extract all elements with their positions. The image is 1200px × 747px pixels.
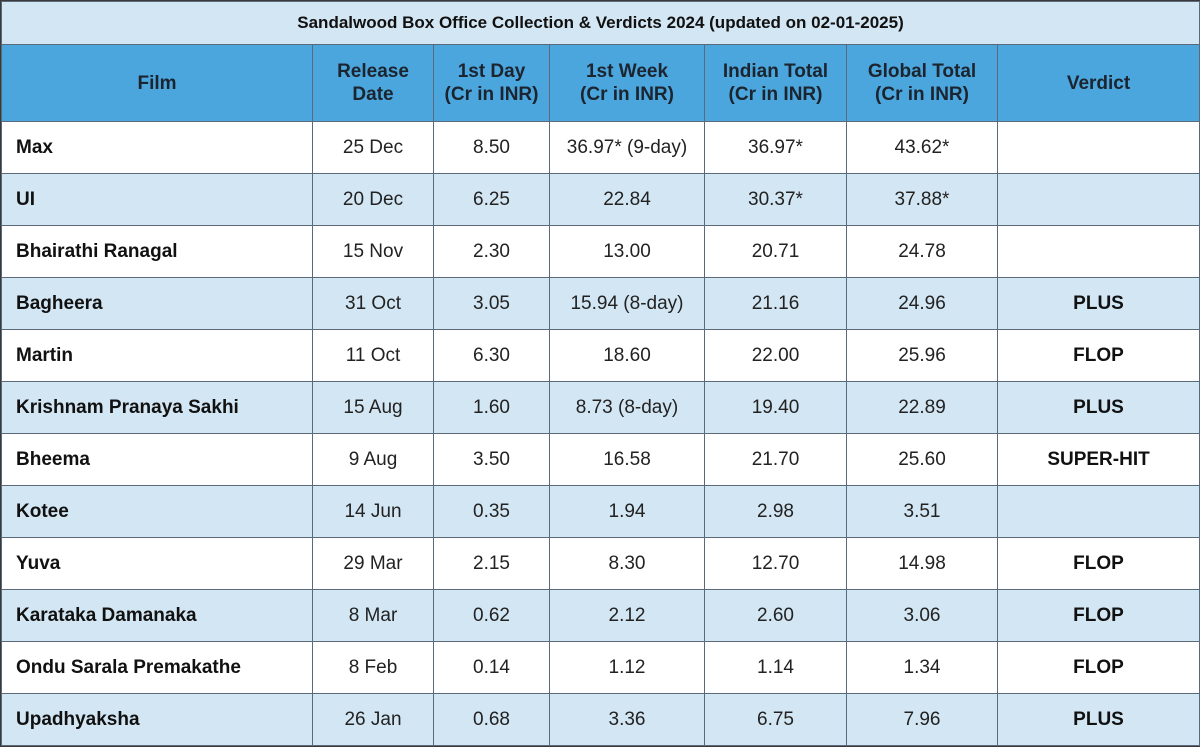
cell-release-date: 11 Oct — [313, 330, 434, 382]
cell-film: Kotee — [2, 486, 313, 538]
cell-verdict: PLUS — [998, 382, 1200, 434]
cell-film: Krishnam Pranaya Sakhi — [2, 382, 313, 434]
cell-release-date: 15 Aug — [313, 382, 434, 434]
cell-first-day: 0.14 — [434, 642, 550, 694]
cell-verdict: PLUS — [998, 278, 1200, 330]
cell-indian-total: 22.00 — [705, 330, 847, 382]
header-indian-total — [705, 45, 847, 122]
cell-film: Bhairathi Ranagal — [2, 226, 313, 278]
header-global-total-line1: Global Total — [867, 61, 977, 82]
cell-first-day: 0.35 — [434, 486, 550, 538]
cell-verdict: FLOP — [998, 642, 1200, 694]
cell-release-date: 29 Mar — [313, 538, 434, 590]
cell-first-day: 2.15 — [434, 538, 550, 590]
cell-first-week: 3.36 — [550, 694, 705, 746]
table-row — [2, 122, 1200, 174]
cell-first-day: 6.30 — [434, 330, 550, 382]
cell-release-date: 26 Jan — [313, 694, 434, 746]
cell-global-total: 7.96 — [847, 694, 998, 746]
cell-indian-total: 21.16 — [705, 278, 847, 330]
cell-film: Max — [2, 122, 313, 174]
table-row — [2, 278, 1200, 330]
cell-first-week: 16.58 — [550, 434, 705, 486]
cell-global-total: 14.98 — [847, 538, 998, 590]
cell-verdict — [998, 174, 1200, 226]
header-release-line1: Release — [337, 61, 409, 82]
cell-first-week: 1.94 — [550, 486, 705, 538]
cell-global-total: 24.78 — [847, 226, 998, 278]
cell-indian-total: 19.40 — [705, 382, 847, 434]
cell-release-date: 8 Feb — [313, 642, 434, 694]
cell-film: Bheema — [2, 434, 313, 486]
cell-verdict: PLUS — [998, 694, 1200, 746]
table-row — [2, 330, 1200, 382]
table-row — [2, 538, 1200, 590]
cell-first-day: 3.05 — [434, 278, 550, 330]
table-row — [2, 590, 1200, 642]
header-global-total-line2: (Cr in INR) — [875, 84, 969, 105]
cell-verdict — [998, 486, 1200, 538]
cell-film: Yuva — [2, 538, 313, 590]
cell-release-date: 25 Dec — [313, 122, 434, 174]
box-office-table — [1, 1, 1200, 746]
cell-film: Bagheera — [2, 278, 313, 330]
cell-release-date: 20 Dec — [313, 174, 434, 226]
cell-verdict: FLOP — [998, 538, 1200, 590]
cell-verdict — [998, 122, 1200, 174]
cell-indian-total: 12.70 — [705, 538, 847, 590]
cell-verdict: FLOP — [998, 330, 1200, 382]
cell-film: Ondu Sarala Premakathe — [2, 642, 313, 694]
table-row — [2, 382, 1200, 434]
cell-global-total: 3.06 — [847, 590, 998, 642]
table-row — [2, 174, 1200, 226]
cell-indian-total: 20.71 — [705, 226, 847, 278]
cell-first-day: 1.60 — [434, 382, 550, 434]
cell-indian-total: 30.37* — [705, 174, 847, 226]
header-first-week-line2: (Cr in INR) — [580, 84, 674, 105]
cell-film: Upadhyaksha — [2, 694, 313, 746]
table-row — [2, 226, 1200, 278]
cell-indian-total: 36.97* — [705, 122, 847, 174]
cell-first-day: 3.50 — [434, 434, 550, 486]
cell-indian-total: 6.75 — [705, 694, 847, 746]
cell-global-total: 25.96 — [847, 330, 998, 382]
header-indian-total-line2: (Cr in INR) — [728, 84, 823, 105]
cell-first-week: 15.94 (8-day) — [550, 278, 705, 330]
cell-first-week: 8.30 — [550, 538, 705, 590]
cell-first-week: 2.12 — [550, 590, 705, 642]
cell-global-total: 37.88* — [847, 174, 998, 226]
header-film: Film — [2, 45, 313, 122]
header-release-date — [313, 45, 434, 122]
cell-first-day: 2.30 — [434, 226, 550, 278]
table-row — [2, 486, 1200, 538]
cell-first-week: 13.00 — [550, 226, 705, 278]
cell-first-week: 1.12 — [550, 642, 705, 694]
cell-verdict: SUPER-HIT — [998, 434, 1200, 486]
cell-first-day: 8.50 — [434, 122, 550, 174]
header-release-line2: Date — [352, 84, 394, 105]
header-first-day-line1: 1st Day — [457, 61, 526, 82]
cell-release-date: 8 Mar — [313, 590, 434, 642]
table-title: Sandalwood Box Office Collection & Verdicts 2024 (updated on 02-01-2025) — [2, 2, 1200, 45]
cell-first-week: 8.73 (8-day) — [550, 382, 705, 434]
cell-film: UI — [2, 174, 313, 226]
table-row — [2, 642, 1200, 694]
header-indian-total-line1: Indian Total — [722, 61, 829, 82]
cell-first-day: 0.62 — [434, 590, 550, 642]
cell-indian-total: 2.60 — [705, 590, 847, 642]
header-first-day-line2: (Cr in INR) — [444, 84, 539, 105]
cell-verdict — [998, 226, 1200, 278]
header-first-day — [434, 45, 550, 122]
cell-global-total: 3.51 — [847, 486, 998, 538]
cell-first-week: 18.60 — [550, 330, 705, 382]
header-row — [2, 45, 1200, 122]
cell-first-week: 22.84 — [550, 174, 705, 226]
cell-release-date: 15 Nov — [313, 226, 434, 278]
table-row — [2, 694, 1200, 746]
cell-indian-total: 2.98 — [705, 486, 847, 538]
header-verdict: Verdict — [998, 45, 1200, 122]
header-global-total — [847, 45, 998, 122]
cell-first-week: 36.97* (9-day) — [550, 122, 705, 174]
cell-verdict: FLOP — [998, 590, 1200, 642]
cell-release-date: 14 Jun — [313, 486, 434, 538]
header-first-week — [550, 45, 705, 122]
cell-global-total: 25.60 — [847, 434, 998, 486]
cell-global-total: 1.34 — [847, 642, 998, 694]
header-first-week-line1: 1st Week — [585, 61, 669, 82]
cell-global-total: 24.96 — [847, 278, 998, 330]
cell-first-day: 6.25 — [434, 174, 550, 226]
cell-film: Karataka Damanaka — [2, 590, 313, 642]
cell-first-day: 0.68 — [434, 694, 550, 746]
cell-global-total: 22.89 — [847, 382, 998, 434]
cell-indian-total: 1.14 — [705, 642, 847, 694]
cell-indian-total: 21.70 — [705, 434, 847, 486]
cell-release-date: 31 Oct — [313, 278, 434, 330]
cell-global-total: 43.62* — [847, 122, 998, 174]
table-row — [2, 434, 1200, 486]
cell-release-date: 9 Aug — [313, 434, 434, 486]
cell-film: Martin — [2, 330, 313, 382]
